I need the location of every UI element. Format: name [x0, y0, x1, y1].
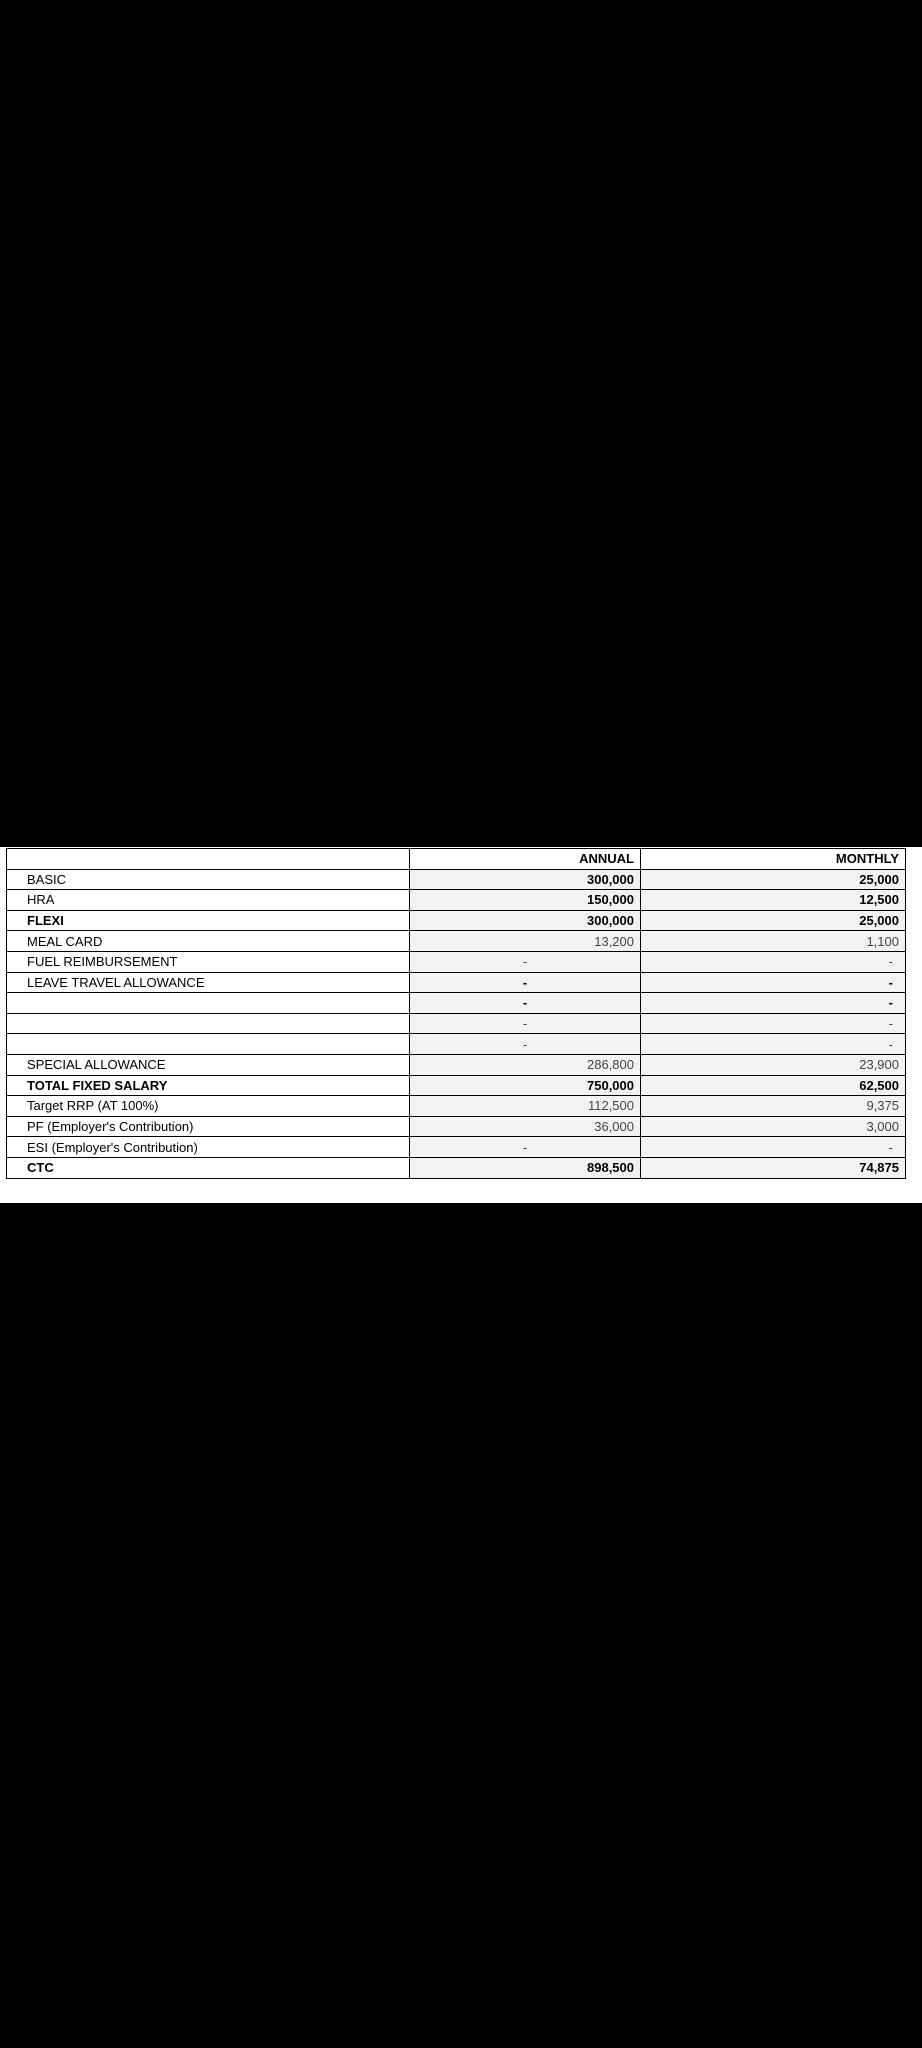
table-row [7, 993, 906, 1014]
monthly-value: 74,875 [641, 1157, 906, 1178]
monthly-value: 9,375 [641, 1096, 906, 1117]
monthly-value: - [641, 993, 906, 1014]
annual-value: 112,500 [410, 1096, 641, 1117]
monthly-value: 25,000 [641, 869, 906, 890]
annual-value: 286,800 [410, 1054, 641, 1075]
monthly-value: 62,500 [641, 1075, 906, 1096]
annual-value: 300,000 [410, 869, 641, 890]
component-label: Target RRP (AT 100%) [7, 1096, 410, 1117]
annual-value: - [410, 1034, 641, 1055]
salary-document [0, 847, 922, 1203]
salary-breakup-table [6, 848, 906, 1179]
component-label [7, 1013, 410, 1034]
table-header-row [7, 849, 906, 870]
annual-value: 13,200 [410, 931, 641, 952]
monthly-value: 1,100 [641, 931, 906, 952]
monthly-value: - [641, 1013, 906, 1034]
component-label: FUEL REIMBURSEMENT [7, 951, 410, 972]
annual-value: - [410, 951, 641, 972]
monthly-value: 3,000 [641, 1116, 906, 1137]
annual-value: - [410, 972, 641, 993]
monthly-column-header: MONTHLY [641, 849, 906, 870]
monthly-value: 12,500 [641, 890, 906, 911]
table-row [7, 1013, 906, 1034]
table-row [7, 972, 906, 993]
table-row [7, 931, 906, 952]
annual-value: - [410, 1137, 641, 1158]
table-row [7, 1075, 906, 1096]
component-label: ESI (Employer's Contribution) [7, 1137, 410, 1158]
monthly-value: 25,000 [641, 910, 906, 931]
table-row [7, 910, 906, 931]
monthly-value: - [641, 972, 906, 993]
component-label: LEAVE TRAVEL ALLOWANCE [7, 972, 410, 993]
annual-value: - [410, 1013, 641, 1034]
table-row [7, 951, 906, 972]
component-label: HRA [7, 890, 410, 911]
component-column-header [7, 849, 410, 870]
component-label [7, 993, 410, 1014]
monthly-value: - [641, 951, 906, 972]
table-row [7, 1137, 906, 1158]
annual-value: 898,500 [410, 1157, 641, 1178]
table-row [7, 1116, 906, 1137]
annual-value: 750,000 [410, 1075, 641, 1096]
component-label: SPECIAL ALLOWANCE [7, 1054, 410, 1075]
annual-value: 36,000 [410, 1116, 641, 1137]
component-label: MEAL CARD [7, 931, 410, 952]
annual-column-header: ANNUAL [410, 849, 641, 870]
table-row [7, 1096, 906, 1117]
table-body [7, 869, 906, 1178]
component-label: FLEXI [7, 910, 410, 931]
table-row [7, 1157, 906, 1178]
annual-value: 300,000 [410, 910, 641, 931]
annual-value: 150,000 [410, 890, 641, 911]
annual-value: - [410, 993, 641, 1014]
component-label: TOTAL FIXED SALARY [7, 1075, 410, 1096]
table-row [7, 869, 906, 890]
component-label: BASIC [7, 869, 410, 890]
monthly-value: - [641, 1034, 906, 1055]
component-label: PF (Employer's Contribution) [7, 1116, 410, 1137]
component-label: CTC [7, 1157, 410, 1178]
table-row [7, 1054, 906, 1075]
monthly-value: - [641, 1137, 906, 1158]
monthly-value: 23,900 [641, 1054, 906, 1075]
table-row [7, 1034, 906, 1055]
table-row [7, 890, 906, 911]
component-label [7, 1034, 410, 1055]
